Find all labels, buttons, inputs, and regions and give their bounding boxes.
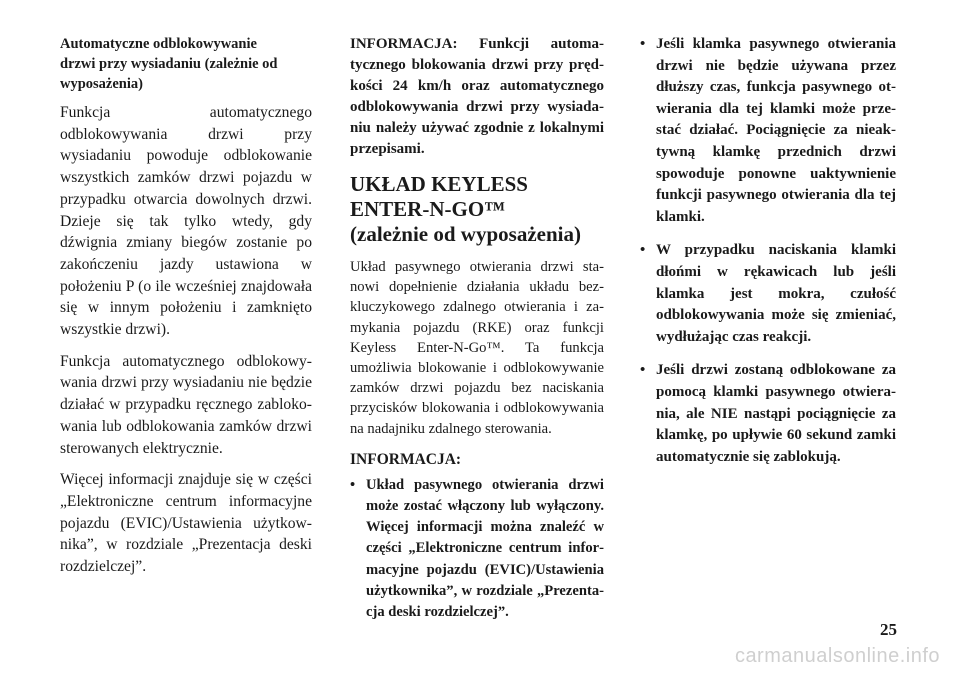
column-middle (350, 34, 604, 633)
paragraph: Układ pasywnego otwierania drzwi stanowi dopełnienie działania układu bezkluczykowego zdalnego otwierania i zamykania pojazdu (RKE) oraz funkcji Keyless Enter-N-Go™. Ta funkcja umożliwia blokowanie i odblokowywanie zamków drzwi pojazdu bez naciskania przycisków blokowania i odblokowywania na nadajniku zdalnego sterowania. (350, 259, 604, 437)
heading-line-2: ENTER-N-GO™ (350, 197, 506, 221)
section-heading (350, 172, 604, 247)
heading-line-3: (zależnie od wyposażenia) (350, 222, 581, 246)
paragraph: Więcej informacji znajduje się w części „Elektroniczne centrum informacyjne pojazdu (EVIC)/Ustawienia użytkownika”, w rozdziale „Prezentacja deski rozdzielczej”. (60, 471, 312, 576)
subheading-line-2: drzwi przy wysiadaniu (zależnie od wyposażenia) (60, 56, 278, 92)
bullet-item: • Jeśli klamka pasywnego otwierania drzwi nie będzie używana przez dłuższy czas, funkcja pasywnego otwierania dla tej klamki może przestać działać. Pociągnięcie za nieaktywną klamkę przednich drzwi spowoduje ponowne uaktywnienie funkcji pasywnego otwierania dla tej klamki. (640, 34, 896, 228)
bullet-item: • Jeśli drzwi zostaną odblokowane za pomocą klamki pasywnego otwierania, ale NIE nastąpi pociągnięcie za klamkę, po upływie 60 sekund zamki automatycznie się zablokują. (640, 360, 896, 468)
column-left (60, 34, 312, 588)
bullet-list (350, 475, 604, 623)
bullet-list (640, 34, 896, 468)
paragraph: Funkcja automatycznego odblokowywania drzwi przy wysiadaniu powoduje odblokowanie wszystkich zamków drzwi pojazdu w przypadku otwarcia dowolnych drzwi. Dzieje się tak tylko wtedy, gdy dźwignia zmiany biegów zostanie po zakończeniu jazdy ustawiona w położeniu P (o ile wcześniej znajdowała się w innym położeniu i zamknięto wszystkie drzwi). (60, 104, 312, 339)
bullet-item: • W przypadku naciskania klamki dłońmi w rękawicach lub jeśli klamka jest mokra, czułość odblokowywania może się zmieniać, wydłużając czas reakcji. (640, 240, 896, 348)
section-subheading (60, 34, 312, 94)
subheading-line-1: Automatyczne odblokowywanie (60, 36, 257, 52)
paragraph: Funkcja automatycznego odblokowywania drzwi przy wysiadaniu nie będzie działać w przypadku ręcznego zablokowania lub odblokowania zamków drzwi sterowanych elektrycznie. (60, 352, 312, 457)
watermark: carmanualsonline.info (734, 645, 940, 667)
info-label: INFORMACJA: (350, 450, 462, 468)
bullet-item: • Układ pasywnego otwierania drzwi może zostać włączony lub wyłączony. Więcej informacji można znaleźć w części „Elektroniczne centrum informacyjne pojazdu (EVIC)/Ustawienia użytkownika”, w rozdziale „Prezentacja deski rozdzielczej”. (350, 475, 604, 623)
heading-line-1: UKŁAD KEYLESS (350, 172, 528, 196)
info-note: INFORMACJA: Funkcji automatycznego blokowania drzwi przy prędkości 24 km/h oraz automatycznego odblokowywania drzwi przy wysiadaniu należy używać zgodnie z lokalnymi przepisami. (350, 36, 604, 157)
column-right (640, 34, 896, 480)
page-number: 25 (880, 620, 897, 639)
